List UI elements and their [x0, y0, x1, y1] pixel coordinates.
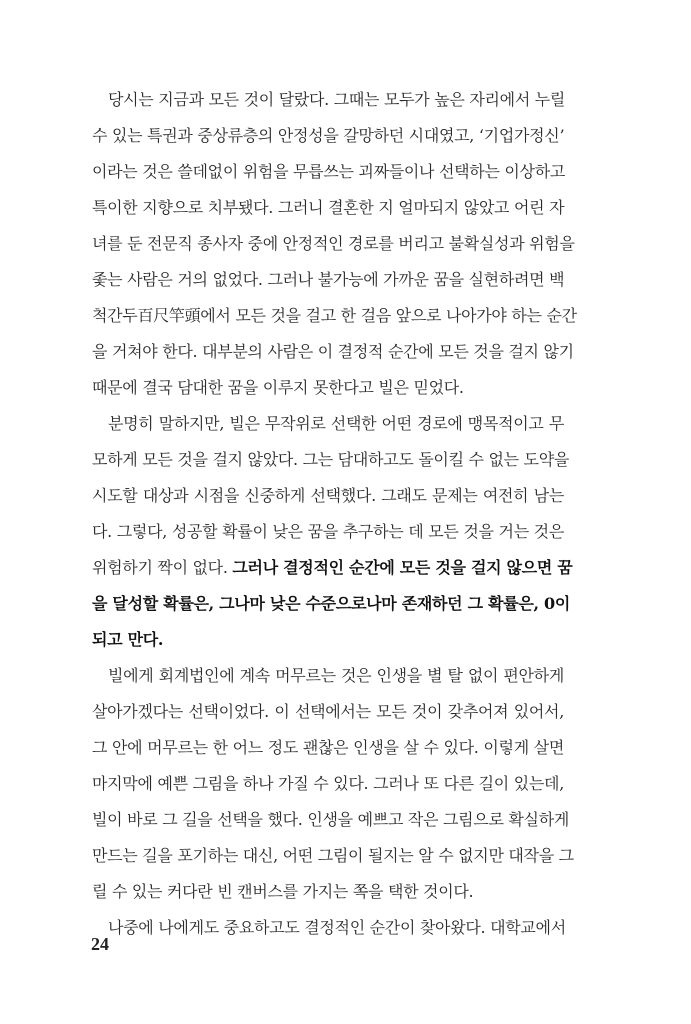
paragraph-1-line-2: 수 있는 특권과 중상류층의 안정성을 갈망하던 시대였고, ‘기업가정신’ — [92, 126, 565, 145]
paragraph-2-line-2: 모하게 모든 것을 걸지 않았다. 그는 담대하고도 돌이킬 수 없는 도약을 — [92, 450, 570, 469]
page-number: 24 — [91, 934, 109, 954]
paragraph-1-line-3: 이라는 것은 쓸데없이 위험을 무릅쓰는 괴짜들이나 선택하는 이상하고 — [92, 162, 566, 181]
paragraph-2-bold-line-1: 을 달성할 확률은, 그나마 낮은 수준으로나마 존재하던 그 확률은, 0이 — [92, 594, 571, 613]
paragraph-3-line-1: 빌에게 회계법인에 계속 머무르는 것은 인생을 별 탈 없이 편안하게 — [108, 666, 564, 685]
normal-text: 위험하기 짝이 없다. — [92, 558, 233, 577]
body-text — [92, 82, 577, 946]
paragraph-2-line-3: 시도할 대상과 시점을 신중하게 선택했다. 그래도 문제는 여전히 남는 — [92, 486, 564, 505]
paragraph-1-line-4: 특이한 지향으로 치부됐다. 그러니 결혼한 지 얼마되지 않았고 어린 자 — [92, 198, 565, 217]
paragraph-3-line-6: 만드는 길을 포기하는 대신, 어떤 그림이 될지는 알 수 없지만 대작을 그 — [92, 846, 574, 865]
paragraph-1-line-7: 척간두百尺竿頭에서 모든 것을 걸고 한 걸음 앞으로 나아가야 하는 순간 — [92, 306, 577, 325]
paragraph-3-line-2: 살아가겠다는 선택이었다. 이 선택에서는 모든 것이 갖추어져 있어서, — [92, 702, 564, 721]
paragraph-4-line-1: 나중에 나에게도 중요하고도 결정적인 순간이 찾아왔다. 대학교에서 — [108, 918, 566, 937]
paragraph-1-line-8: 을 거쳐야 한다. 대부분의 사람은 이 결정적 순간에 모든 것을 걸지 않기 — [92, 342, 574, 361]
emphasized-text: 그러나 결정적인 순간에 모든 것을 걸지 않으면 꿈 — [232, 558, 573, 577]
paragraph-1-line-1: 당시는 지금과 모든 것이 달랐다. 그때는 모두가 높은 자리에서 누릴 — [108, 90, 566, 109]
paragraph-3-line-3: 그 안에 머무르는 한 어느 정도 괜찮은 인생을 살 수 있다. 이렇게 살면 — [92, 738, 564, 757]
paragraph-2-line-1: 분명히 말하지만, 빌은 무작위로 선택한 어떤 경로에 맹목적이고 무 — [108, 414, 564, 433]
paragraph-2-bold-line-2: 되고 만다. — [92, 630, 164, 649]
paragraph-3-line-4: 마지막에 예쁜 그림을 하나 가질 수 있다. 그러나 또 다른 길이 있는데, — [92, 774, 564, 793]
paragraph-2-line-4: 다. 그렇다, 성공할 확률이 낮은 꿈을 추구하는 데 모든 것을 거는 것은 — [92, 522, 564, 541]
paragraph-3-line-5: 빌이 바로 그 길을 선택을 했다. 인생을 예쁘고 작은 그림으로 확실하게 — [92, 810, 570, 829]
paragraph-3-line-7: 릴 수 있는 커다란 빈 캔버스를 가지는 쪽을 택한 것이다. — [92, 882, 474, 901]
paragraph-1-line-6: 좇는 사람은 거의 없었다. 그러나 불가능에 가까운 꿈을 실현하려면 백 — [92, 270, 565, 289]
paragraph-1-line-5: 녀를 둔 전문직 종사자 중에 안정적인 경로를 버리고 불확실성과 위험을 — [92, 234, 575, 253]
paragraph-1-line-9: 때문에 결국 담대한 꿈을 이루지 못한다고 빌은 믿었다. — [92, 378, 464, 397]
paragraph-2-line-5 — [92, 550, 573, 586]
